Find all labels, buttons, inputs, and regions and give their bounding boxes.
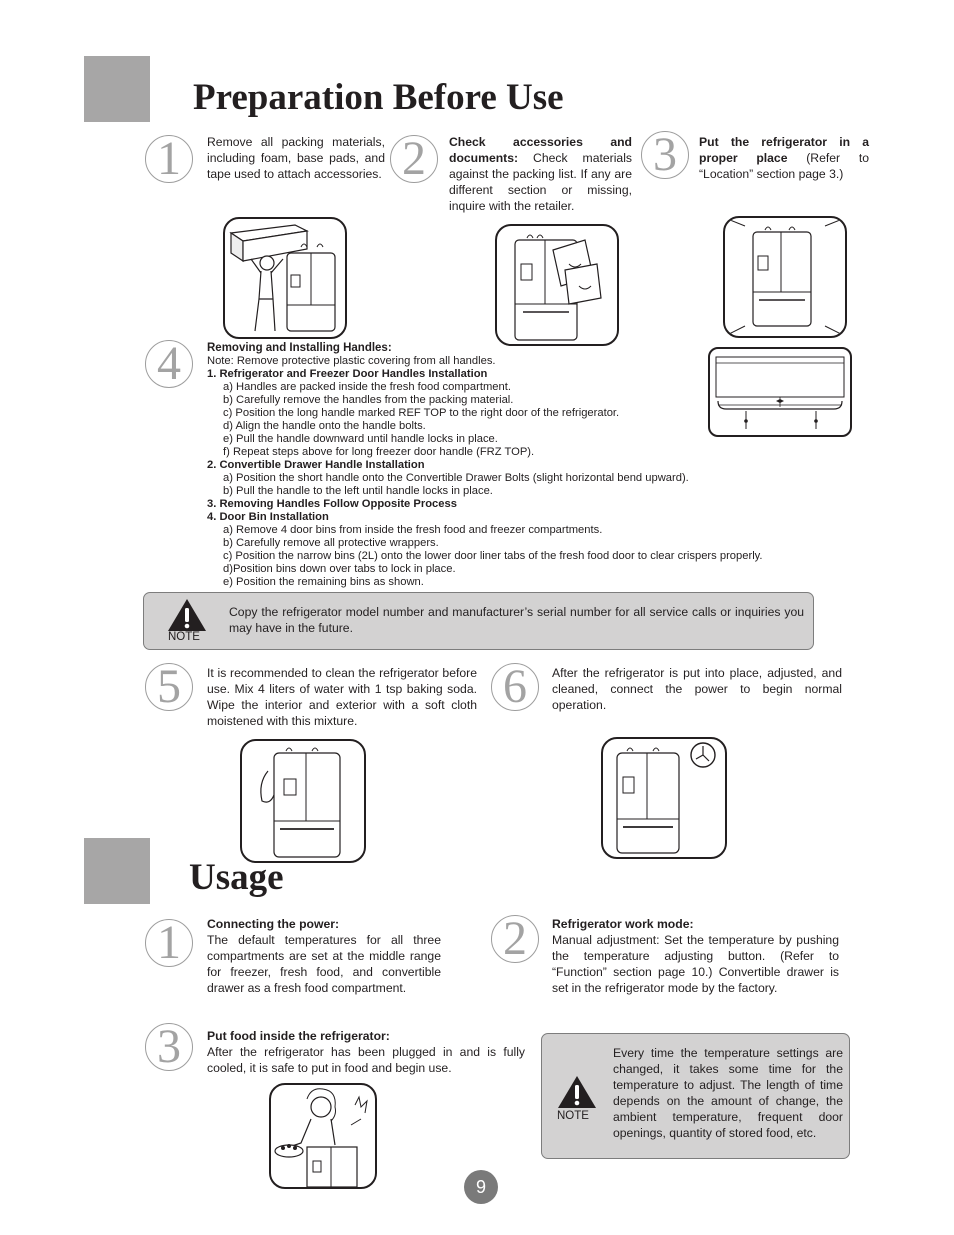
- prep-step-4-content: [207, 342, 763, 589]
- step-4-heading-2: 2. Convertible Drawer Handle Installation: [207, 459, 425, 471]
- step-4-h2-item: b) Pull the handle to the left until handle locks in place.: [223, 485, 493, 497]
- warning-triangle-icon: [166, 597, 208, 633]
- usage-step-3-title: Put food inside the refrigerator:: [207, 1029, 390, 1043]
- note-text-temperature: Every time the temperature settings are changed, it takes some time for the temperature to adjust. The length of time depends on the amount of change, the ambient temperature, frequent door openings, quantity of stored food, etc.: [613, 1046, 843, 1140]
- step-4-h4-item: c) Position the narrow bins (2L) onto the lower door liner tabs of the fresh food door to clear crispers properly.: [223, 550, 763, 562]
- put-food-drawing: [271, 1085, 375, 1187]
- usage-step-1-body: The default temperatures for all three compartments are set at the middle range for freezer, fresh food, and convertible drawer as a fresh food compartment.: [207, 933, 441, 995]
- step-4-note: Note: Remove protective plastic covering from all handles.: [207, 355, 496, 367]
- prep-step-3-text: [699, 134, 869, 182]
- note-label: NOTE: [168, 631, 200, 643]
- step-4-h4-item: b) Carefully remove all protective wrappers.: [223, 537, 439, 549]
- illustration-put-food: [269, 1083, 377, 1189]
- step-number-prep-2: 2: [390, 135, 438, 183]
- illustration-power-on: [601, 737, 727, 859]
- step-4-h1-item: e) Pull the handle downward until handle locks in place.: [223, 433, 498, 445]
- illustration-place-refrigerator: [723, 216, 847, 338]
- step-4-h1-item: c) Position the long handle marked REF TOP to the right door of the refrigerator.: [223, 407, 620, 419]
- illustration-handle-install: [708, 347, 852, 437]
- step-4-h4-item: a) Remove 4 door bins from inside the fresh food and freezer compartments.: [223, 524, 603, 536]
- step-4-h2-item: a) Position the short handle onto the Convertible Drawer Bolts (slight horizontal bend upward).: [223, 472, 689, 484]
- note-panel-temperature: [541, 1033, 850, 1159]
- cleaning-drawing: [242, 741, 364, 861]
- prep-step-6-text: After the refrigerator is put into place, adjusted, and cleaned, connect the power to begin normal operation.: [552, 666, 842, 712]
- section-title-preparation: Preparation Before Use: [193, 77, 564, 118]
- step-4-h4-item: e) Position the remaining bins as shown.: [223, 576, 424, 588]
- step-number-prep-1: 1: [145, 135, 193, 183]
- section-title-usage: Usage: [189, 857, 284, 898]
- step-4-h1-item: f) Repeat steps above for long freezer door handle (FRZ TOP).: [223, 446, 535, 458]
- usage-step-2-body: Manual adjustment: Set the temperature by pushing the temperature adjusting button. (Refer to “Function” section page 10.) Convertible drawer is set in the refrigerator mode by the factory.: [552, 933, 839, 995]
- step-number-prep-6: 6: [491, 663, 539, 711]
- step-4-heading-3: 3. Removing Handles Follow Opposite Process: [207, 498, 457, 510]
- step-number-prep-3: 3: [641, 131, 689, 179]
- prep-step-5-text: It is recommended to clean the refrigerator before use. Mix 4 liters of water with 1 tsp baking soda. Wipe the interior and exterior with a soft cloth moistened with this mixture.: [207, 666, 477, 728]
- note-text-serial: Copy the refrigerator model number and manufacturer’s serial number for all service calls or inquiries you may have in the future.: [229, 605, 804, 635]
- section-marker-preparation: [84, 56, 150, 122]
- page-number-badge: 9: [464, 1170, 498, 1204]
- unpacking-drawing: [225, 219, 345, 337]
- prep-step-2-bold: Check accessories and documents:: [449, 135, 632, 165]
- step-number-prep-5: 5: [145, 663, 193, 711]
- check-accessories-drawing: [497, 226, 617, 344]
- step-number-usage-2: 2: [491, 915, 539, 963]
- usage-step-2-text: [552, 916, 839, 996]
- step-4-h1-item: b) Carefully remove the handles from the packing material.: [223, 394, 514, 406]
- warning-triangle-icon: [556, 1074, 598, 1110]
- note-label: NOTE: [557, 1110, 589, 1122]
- usage-step-3-text: [207, 1028, 525, 1076]
- prep-step-2-body: Check materials against the packing list. If any are different section or missing, inquire with the retailer.: [449, 151, 632, 213]
- section-marker-usage: [84, 838, 150, 904]
- step-number-prep-4: 4: [145, 340, 193, 388]
- step-4-heading-4: 4. Door Bin Installation: [207, 511, 329, 523]
- usage-step-3-body: After the refrigerator has been plugged in and is fully cooled, it is safe to put in food and begin use.: [207, 1045, 525, 1075]
- step-number-usage-1: 1: [145, 919, 193, 967]
- step-number-usage-3: 3: [145, 1023, 193, 1071]
- note-panel-serial: [143, 592, 814, 650]
- illustration-cleaning: [240, 739, 366, 863]
- usage-step-1-title: Connecting the power:: [207, 917, 340, 931]
- illustration-unpacking: [223, 217, 347, 339]
- prep-step-2-text: [449, 134, 632, 214]
- power-on-drawing: [603, 739, 725, 857]
- handle-install-drawing: [710, 349, 850, 435]
- step-4-title: Removing and Installing Handles:: [207, 342, 392, 354]
- prep-step-1-text: Remove all packing materials, including foam, base pads, and tape used to attach accessories.: [207, 135, 385, 181]
- step-4-heading-1: 1. Refrigerator and Freezer Door Handles Installation: [207, 368, 488, 380]
- usage-step-1-text: [207, 916, 441, 996]
- step-4-h1-item: a) Handles are packed inside the fresh food compartment.: [223, 381, 511, 393]
- prep-step-3-bold: Put the refrigerator in a proper place: [699, 135, 869, 165]
- usage-step-2-title: Refrigerator work mode:: [552, 917, 694, 931]
- step-4-h1-item: d) Align the handle onto the handle bolts.: [223, 420, 426, 432]
- step-4-h4-item: d)Position bins down over tabs to lock in place.: [223, 563, 456, 575]
- illustration-check-accessories: [495, 224, 619, 346]
- prep-step-3-body: (Refer to “Location” section page 3.): [699, 151, 869, 181]
- place-refrigerator-drawing: [725, 218, 845, 336]
